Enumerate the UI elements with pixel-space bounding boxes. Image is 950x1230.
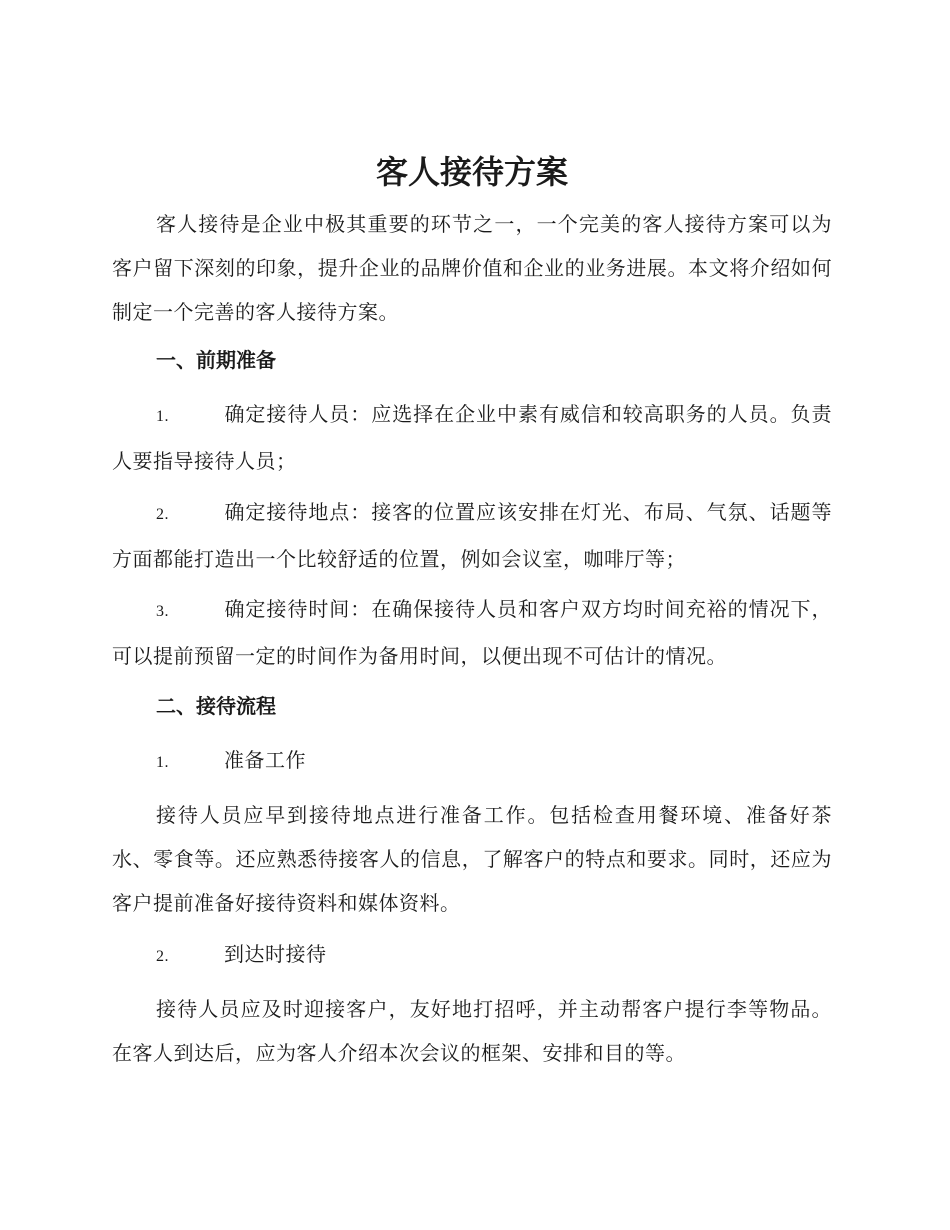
list-item <box>112 392 832 483</box>
section-heading-preparation: 一、前期准备 <box>156 348 276 372</box>
list-number: 1. <box>156 754 169 771</box>
list-number: 3. <box>156 603 169 620</box>
list-item-text: 准备工作 <box>224 748 306 772</box>
document-title: 客人接待方案 <box>375 153 568 191</box>
list-number: 2. <box>156 948 169 965</box>
list-item <box>112 738 832 785</box>
intro-paragraph: 客人接待是企业中极其重要的环节之一，一个完美的客人接待方案可以为客户留下深刻的印象，提升企业的品牌价值和企业的业务进展。本文将介绍如何制定一个完善的客人接待方案。 <box>112 212 832 324</box>
list-item <box>112 587 832 678</box>
list-item <box>112 932 832 979</box>
list-item-text: 到达时接待 <box>224 942 327 966</box>
list-item-text: 确定接待人员：应选择在企业中素有威信和较高职务的人员。负责人要指导接待人员； <box>112 402 832 473</box>
list-item-text: 确定接待地点：接客的位置应该安排在灯光、布局、气氛、话题等方面都能打造出一个比较舒适的位置，例如会议室，咖啡厅等； <box>112 500 832 571</box>
body-paragraph: 接待人员应早到接待地点进行准备工作。包括检查用餐环境、准备好茶水、零食等。还应熟悉待接客人的信息，了解客户的特点和要求。同时，还应为客户提前准备好接待资料和媒体资料。 <box>112 803 832 915</box>
list-number: 2. <box>156 506 169 523</box>
list-number: 1. <box>156 408 169 425</box>
section-heading-process: 二、接待流程 <box>156 694 276 718</box>
list-item-text: 确定接待时间：在确保接待人员和客户双方均时间充裕的情况下，可以提前预留一定的时间作为备用时间，以便出现不可估计的情况。 <box>112 597 832 668</box>
list-item <box>112 490 832 581</box>
body-paragraph: 接待人员应及时迎接客户，友好地打招呼，并主动帮客户提行李等物品。在客人到达后，应为客人介绍本次会议的框架、安排和目的等。 <box>112 997 832 1065</box>
